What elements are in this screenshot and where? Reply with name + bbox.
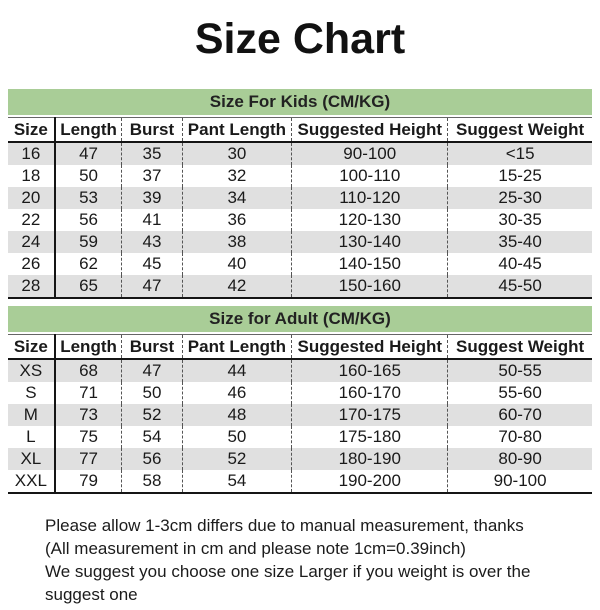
size-cell: 24 [21,232,41,251]
value-cell: 110-120 [292,187,448,209]
adult-size-table [8,334,592,494]
value-cell: 90-100 [448,470,592,493]
column-header: Size [8,118,55,143]
value-cell: 44 [182,359,292,382]
kids-section-banner: Size For Kids (CM/KG) [8,89,592,115]
column-header: Burst [122,335,182,360]
value-cell: <15 [448,142,592,165]
value-cell: 160-165 [292,359,448,382]
value-cell: 160-170 [292,382,448,404]
column-header: Length [55,118,122,143]
column-header: Suggested Height [292,335,448,360]
value-cell: 50 [122,382,182,404]
table-row [8,275,592,298]
value-cell: 50 [182,426,292,448]
value-cell: 59 [55,231,122,253]
value-cell: 45-50 [448,275,592,298]
column-header: Size [8,335,55,360]
size-cell: 16 [21,144,41,163]
value-cell: 58 [122,470,182,493]
value-cell: 46 [182,382,292,404]
value-cell: 50-55 [448,359,592,382]
table-row [8,253,592,275]
size-cell: XS [19,361,43,380]
value-cell: 60-70 [448,404,592,426]
value-cell: 40 [182,253,292,275]
kids-size-table [8,117,592,299]
value-cell: 35-40 [448,231,592,253]
footer-notes [8,514,592,606]
value-cell: 52 [182,448,292,470]
value-cell: 54 [182,470,292,493]
value-cell: 53 [55,187,122,209]
table-row [8,142,592,165]
value-cell: 80-90 [448,448,592,470]
size-cell: M [23,405,38,424]
value-cell: 52 [122,404,182,426]
value-cell: 73 [55,404,122,426]
value-cell: 40-45 [448,253,592,275]
value-cell: 190-200 [292,470,448,493]
table-row [8,470,592,493]
size-chart-page [0,10,600,606]
value-cell: 41 [122,209,182,231]
value-cell: 90-100 [292,142,448,165]
header-row [8,335,592,360]
size-cell: 22 [21,210,41,229]
value-cell: 47 [122,275,182,298]
size-cell: 20 [21,188,41,207]
note-size-up-suggestion: We suggest you choose one size Larger if you weight is over the suggest one [45,562,531,604]
size-cell: 26 [21,254,41,273]
value-cell: 47 [55,142,122,165]
value-cell: 77 [55,448,122,470]
value-cell: 39 [122,187,182,209]
table-row [8,359,592,382]
value-cell: 45 [122,253,182,275]
value-cell: 55-60 [448,382,592,404]
value-cell: 48 [182,404,292,426]
table-row [8,426,592,448]
table-row [8,231,592,253]
value-cell: 180-190 [292,448,448,470]
size-cell: XXL [8,470,55,493]
table-row [8,404,592,426]
value-cell: 170-175 [292,404,448,426]
value-cell: 47 [122,359,182,382]
size-cell: 18 [21,166,41,185]
value-cell: 25-30 [448,187,592,209]
table-row [8,448,592,470]
value-cell: 71 [55,382,122,404]
value-cell: 62 [55,253,122,275]
adult-section-banner: Size for Adult (CM/KG) [8,306,592,332]
column-header: Suggest Weight [448,335,592,360]
size-cell: 28 [8,275,55,298]
column-header: Suggest Weight [448,118,592,143]
column-header: Burst [122,118,182,143]
value-cell: 15-25 [448,165,592,187]
value-cell: 30-35 [448,209,592,231]
value-cell: 30 [182,142,292,165]
note-units: (All measurement in cm and please note 1cm=0.39inch) [45,539,466,558]
column-header: Suggested Height [292,118,448,143]
value-cell: 32 [182,165,292,187]
size-cell: L [26,427,36,446]
value-cell: 70-80 [448,426,592,448]
value-cell: 140-150 [292,253,448,275]
value-cell: 79 [55,470,122,493]
value-cell: 65 [55,275,122,298]
size-cell: S [25,383,37,402]
header-row [8,118,592,143]
value-cell: 56 [122,448,182,470]
note-measurement-tolerance: Please allow 1-3cm differs due to manual measurement, thanks [45,516,524,535]
value-cell: 130-140 [292,231,448,253]
value-cell: 68 [55,359,122,382]
value-cell: 150-160 [292,275,448,298]
value-cell: 54 [122,426,182,448]
value-cell: 50 [55,165,122,187]
table-row [8,187,592,209]
value-cell: 56 [55,209,122,231]
value-cell: 38 [182,231,292,253]
value-cell: 120-130 [292,209,448,231]
table-row [8,165,592,187]
column-header: Pant Length [182,335,292,360]
value-cell: 34 [182,187,292,209]
page-title: Size Chart [194,15,406,63]
table-row [8,209,592,231]
value-cell: 42 [182,275,292,298]
table-row [8,382,592,404]
value-cell: 100-110 [292,165,448,187]
value-cell: 175-180 [292,426,448,448]
column-header: Pant Length [182,118,292,143]
value-cell: 37 [122,165,182,187]
size-cell: XL [20,449,42,468]
column-header: Length [55,335,122,360]
value-cell: 36 [182,209,292,231]
value-cell: 35 [122,142,182,165]
value-cell: 43 [122,231,182,253]
value-cell: 75 [55,426,122,448]
